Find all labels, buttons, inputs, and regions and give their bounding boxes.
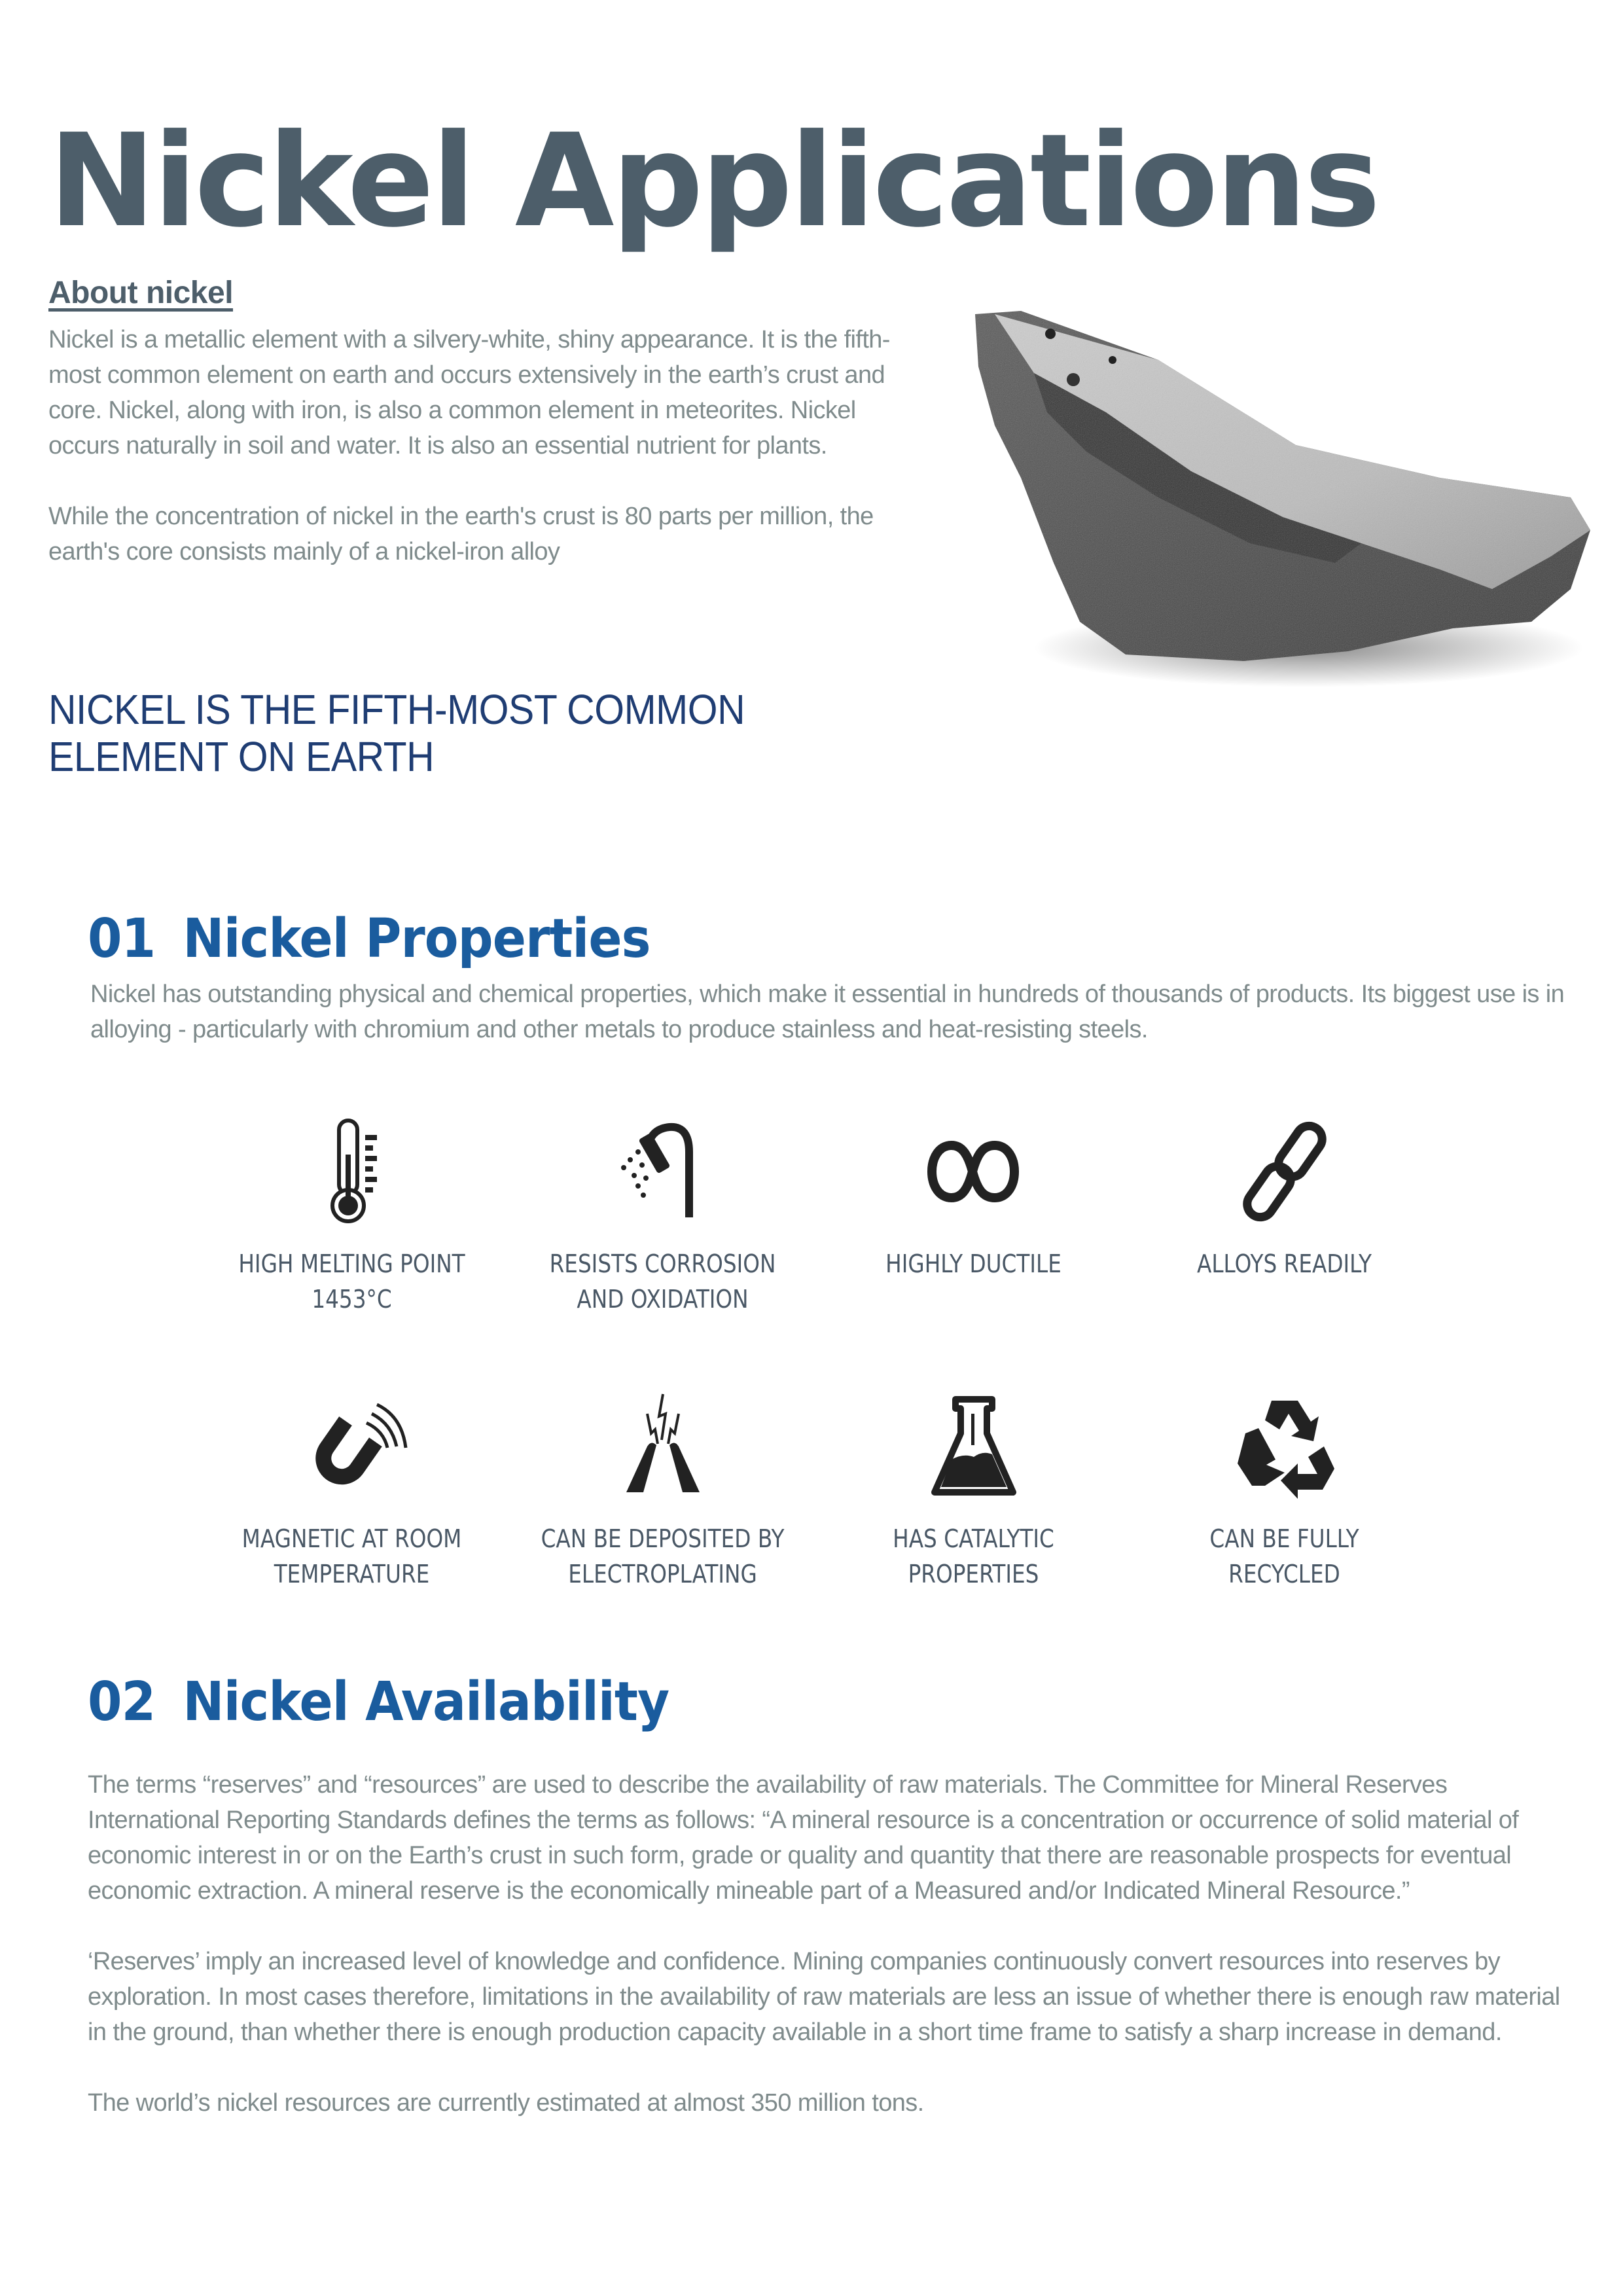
property-label xyxy=(840,1246,1107,1282)
tagline-line: ELEMENT ON EARTH xyxy=(48,733,435,780)
property-label-line: MAGNETIC AT ROOM xyxy=(241,1524,462,1553)
property-item xyxy=(196,1113,507,1388)
tagline-line: NICKEL IS THE FIFTH-MOST COMMON xyxy=(48,686,745,733)
flask-icon xyxy=(915,1388,1033,1505)
property-label xyxy=(1150,1521,1418,1592)
magnet-icon xyxy=(293,1388,411,1505)
properties-grid xyxy=(196,1113,1440,1662)
property-item xyxy=(1129,1113,1440,1388)
property-label-line: ALLOYS READILY xyxy=(1196,1249,1372,1278)
property-item xyxy=(507,1113,818,1388)
section-title: Nickel Properties xyxy=(183,908,651,971)
about-heading: About nickel xyxy=(48,276,234,310)
about-paragraph: While the concentration of nickel in the earth's crust is 80 parts per million, the earth's core consists mainly of a nickel-iron alloy xyxy=(48,503,874,565)
recycle-icon xyxy=(1226,1388,1344,1505)
section-heading-availability xyxy=(88,1671,669,1734)
availability-text xyxy=(88,1767,1580,2156)
property-label xyxy=(1150,1246,1418,1282)
property-label-line: RECYCLED xyxy=(1228,1560,1340,1588)
property-item xyxy=(196,1388,507,1662)
availability-paragraph: ‘Reserves’ imply an increased level of knowledge and confidence. Mining companies continuously convert resources into reserves by exploration. In most cases therefore, limitations in the availability of raw materials are less an issue of whether there is enough raw material in the ground, than whether there is enough production capacity available in a short time frame to satisfy a sharp increase in demand. xyxy=(88,1948,1560,2046)
section-number: 01 xyxy=(88,908,156,971)
property-label-line: 1453°C xyxy=(312,1285,392,1314)
property-item xyxy=(507,1388,818,1662)
availability-paragraph: The terms “reserves” and “resources” are used to describe the availability of raw materials. The Committee for Mineral Reserves International Reporting Standards defines the terms as follows: “A mineral resource is a concentration or occurrence of solid material of economic interest in or on the Earth’s crust in such form, grade or quality and quantity that there are reasonable prospects for eventual economic extraction. A mineral reserve is the economically mineable part of a Measured and/or Indicated Mineral Resource.” xyxy=(88,1771,1519,1905)
property-label-line: HIGHLY DUCTILE xyxy=(885,1249,1061,1278)
property-label xyxy=(529,1521,796,1592)
about-text xyxy=(48,322,912,605)
property-item xyxy=(818,1388,1129,1662)
property-label-line: CAN BE FULLY xyxy=(1209,1524,1359,1553)
nickel-rock-image xyxy=(942,281,1610,700)
property-label-line: RESISTS CORROSION xyxy=(549,1249,776,1278)
property-label xyxy=(218,1521,486,1592)
property-label-line: TEMPERATURE xyxy=(274,1560,430,1588)
shower-head-icon xyxy=(604,1113,722,1230)
property-label-line: CAN BE DEPOSITED BY xyxy=(541,1524,785,1553)
property-label-line: ELECTROPLATING xyxy=(568,1560,757,1588)
properties-intro: Nickel has outstanding physical and chemical properties, which make it essential in hundreds of thousands of products. Its biggest use is in alloying - particularly with chromium and other metals to produce stainless and heat-resisting steels. xyxy=(90,980,1565,1043)
property-label-line: AND OXIDATION xyxy=(577,1285,749,1314)
property-label xyxy=(529,1246,796,1317)
infinity-icon xyxy=(915,1113,1033,1230)
property-label-line: HAS CATALYTIC xyxy=(893,1524,1054,1553)
section-number: 02 xyxy=(88,1671,156,1734)
property-label-line: PROPERTIES xyxy=(908,1560,1039,1588)
section-title: Nickel Availability xyxy=(183,1671,669,1734)
property-item xyxy=(1129,1388,1440,1662)
availability-paragraph: The world’s nickel resources are currently estimated at almost 350 million tons. xyxy=(88,2089,924,2117)
thermometer-icon xyxy=(293,1113,411,1230)
property-label xyxy=(218,1246,486,1317)
about-paragraph: Nickel is a metallic element with a silvery-white, shiny appearance. It is the fifth-most common element on earth and occurs extensively in the earth’s crust and core. Nickel, along with iron, is also a common element in meteorites. Nickel occurs naturally in soil and water. It is also an essential nutrient for plants. xyxy=(48,326,890,459)
chain-link-icon xyxy=(1226,1113,1344,1230)
page-title: Nickel Applications xyxy=(48,107,1378,257)
electroplating-spark-icon xyxy=(604,1388,722,1505)
property-label-line: HIGH MELTING POINT xyxy=(238,1249,465,1278)
property-label xyxy=(840,1521,1107,1592)
section-heading-properties xyxy=(88,908,651,971)
property-item xyxy=(818,1113,1129,1388)
tagline xyxy=(48,686,745,780)
